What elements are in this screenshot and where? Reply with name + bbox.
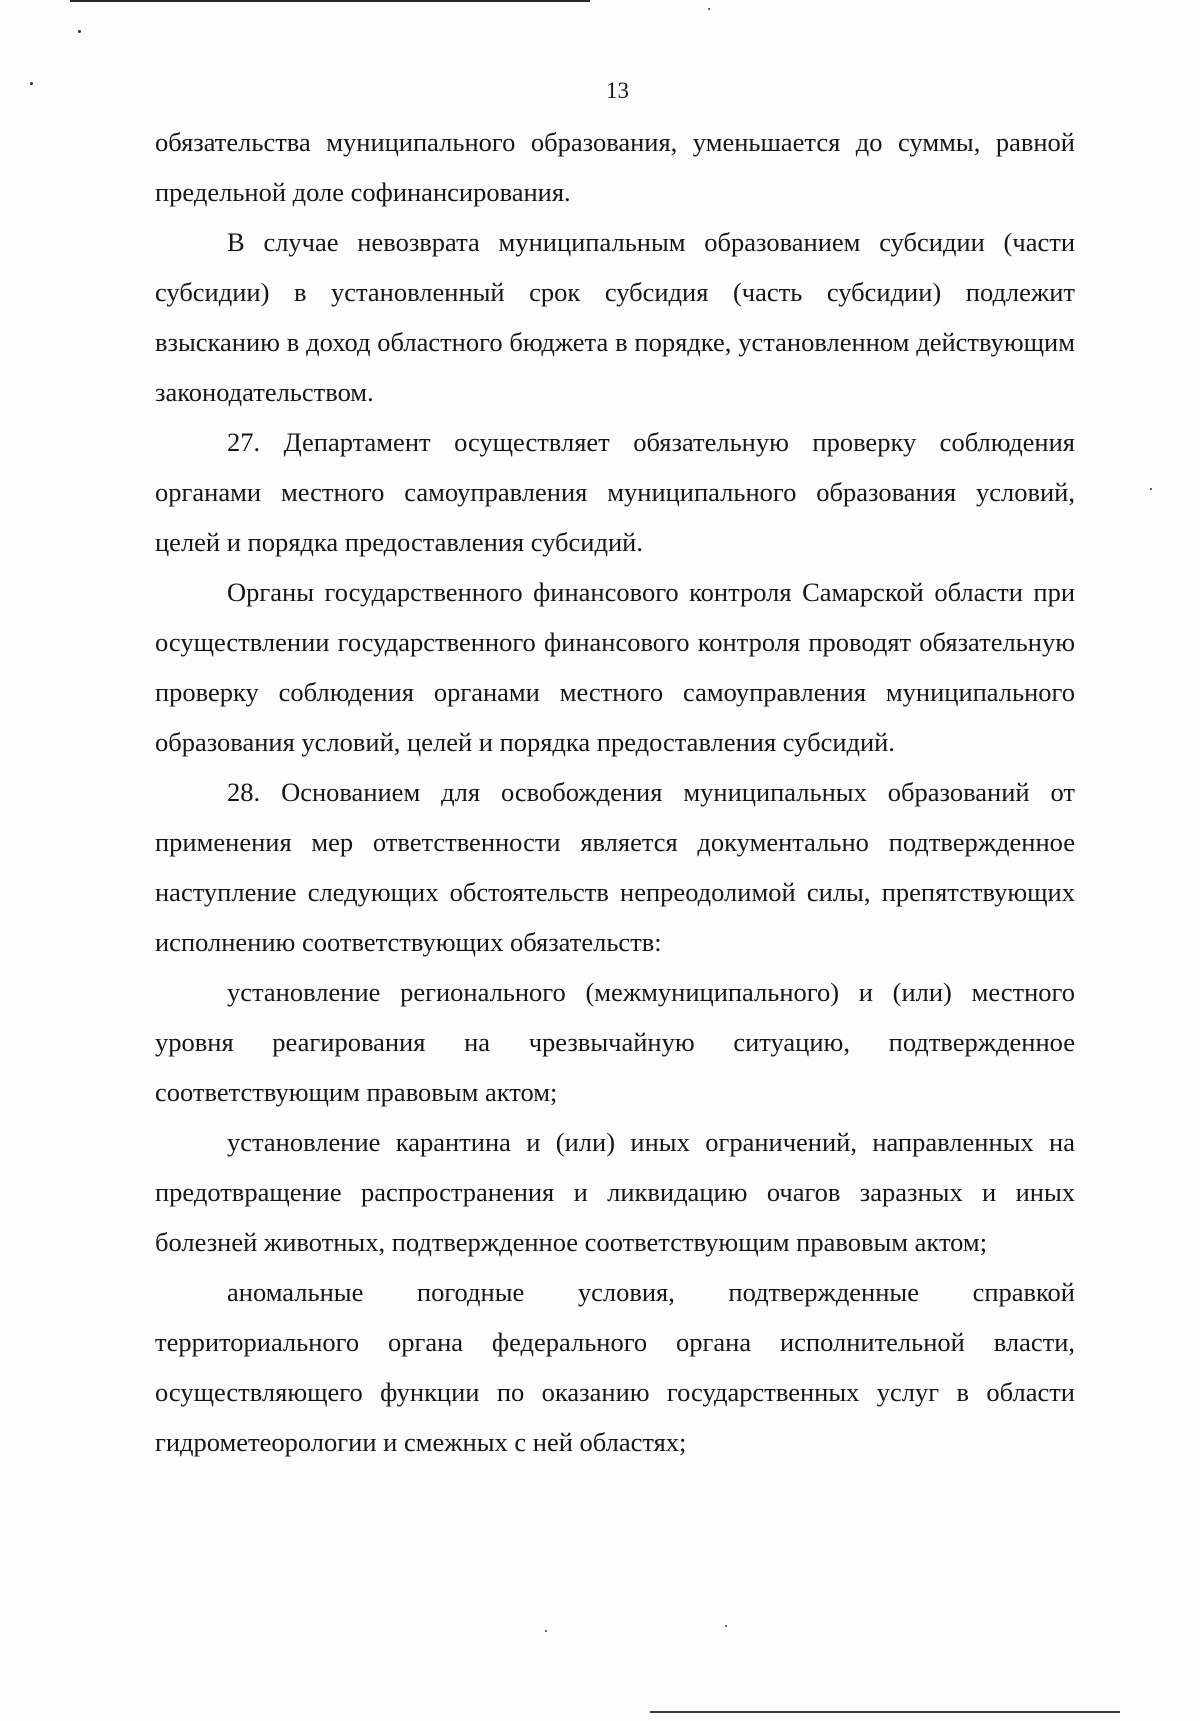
page-number: 13: [606, 78, 629, 103]
paragraph: обязательства муниципального образования, уменьшается до суммы, равной предельной доле софинансирования.: [155, 127, 1075, 207]
scan-bottom-edge-line: [650, 1711, 1120, 1713]
paragraph: аномальные погодные условия, подтвержденные справкой территориального органа федерального органа исполнительной власти, осуществляющего функции по оказанию государственных услуг в области гидрометеорологии и смежных с ней областях;: [155, 1277, 1075, 1457]
scan-top-edge-line: [70, 0, 590, 2]
scan-speck: [545, 1630, 547, 1632]
scan-speck: [708, 8, 710, 10]
paragraph: установление карантина и (или) иных ограничений, направленных на предотвращение распространения и ликвидацию очагов заразных и иных болезней животных, подтвержденное соответствующим правовым актом;: [155, 1127, 1075, 1257]
paragraph: В случае невозврата муниципальным образованием субсидии (части субсидии) в установленный срок субсидия (часть субсидии) подлежит взысканию в доход областного бюджета в порядке, установленном действующим законодательством.: [155, 227, 1075, 407]
paragraph: установление регионального (межмуниципального) и (или) местного уровня реагирования на чрезвычайную ситуацию, подтвержденное соответствующим правовым актом;: [155, 977, 1075, 1107]
scan-speck: [725, 1625, 727, 1627]
paragraph: Органы государственного финансового контроля Самарской области при осуществлении государственного финансового контроля проводят обязательную проверку соблюдения органами местного самоуправления муниципального образования условий, целей и порядка предоставления субсидий.: [155, 577, 1075, 757]
scan-speck: [78, 30, 81, 33]
document-body: [155, 117, 1075, 1467]
scan-speck: [1150, 488, 1152, 490]
paragraph: 28. Основанием для освобождения муниципальных образований от применения мер ответственности является документально подтвержденное наступление следующих обстоятельств непреодолимой силы, препятствующих исполнению соответствующих обязательств:: [155, 777, 1075, 957]
paragraph: 27. Департамент осуществляет обязательную проверку соблюдения органами местного самоуправления муниципального образования условий, целей и порядка предоставления субсидий.: [155, 427, 1075, 557]
